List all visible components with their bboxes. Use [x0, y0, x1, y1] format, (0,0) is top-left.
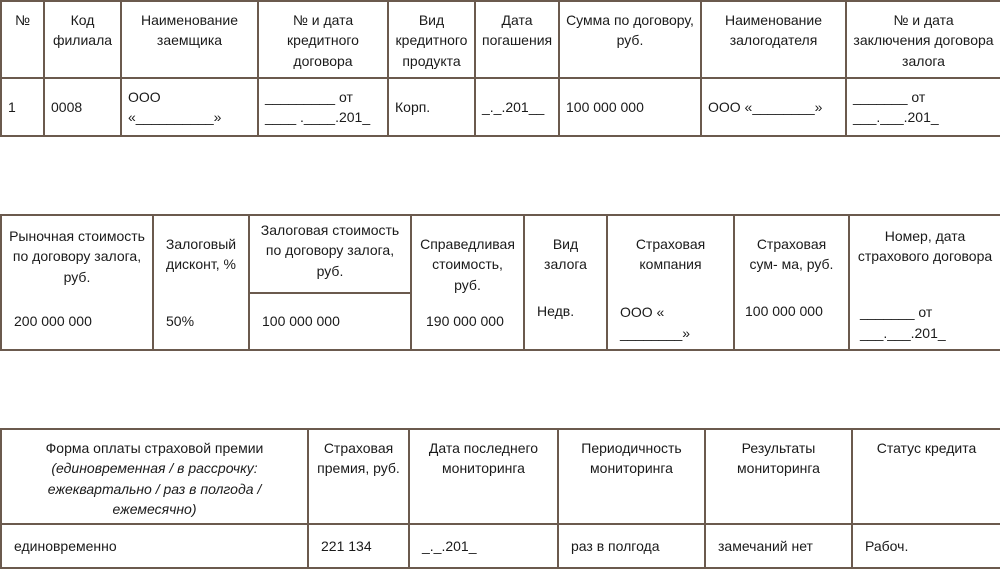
cell-pledge-contract: _______ от ___.___.201_ — [846, 78, 1000, 136]
header-premium-form-title: Форма оплаты страховой премии — [45, 440, 264, 456]
collateral-table — [0, 214, 1000, 351]
cell-insured-sum — [734, 215, 849, 350]
header-premium: Страховая премия, руб. — [308, 429, 409, 524]
header-credit-status: Статус кредита — [852, 429, 1000, 524]
cell-credit-status: Рабоч. — [852, 524, 1000, 568]
cell-borrower: ООО «__________» — [121, 78, 258, 136]
insurance-table — [0, 428, 1000, 569]
header-premium-form — [1, 429, 308, 524]
cell-number: 1 — [1, 78, 44, 136]
cell-premium: 221 134 — [308, 524, 409, 568]
header-pledge-type: Вид залога — [544, 236, 587, 273]
header-monitoring-frequency: Периодичность мониторинга — [558, 429, 705, 524]
header-market-value: Рыночная стоимость по договору залога, руб. — [9, 228, 145, 285]
header-premium-form-note: (единовременная / в рассрочку: ежеквартально / раз в полгода / ежемесячно) — [47, 460, 262, 517]
table-header-row — [1, 1, 1000, 78]
header-product-type: Вид кредитного продукта — [388, 1, 475, 78]
value-insured-sum: 100 000 000 — [745, 302, 823, 319]
cell-last-monitoring: _._.201_ — [409, 524, 558, 568]
value-insurer: ООО « ________» — [620, 304, 691, 341]
value-pledge-value: 100 000 000 — [249, 293, 411, 350]
cell-premium-form: единовременно — [1, 524, 308, 568]
cell-discount — [153, 215, 249, 350]
header-loan-contract: № и дата кредитного договора — [258, 1, 388, 78]
header-branch-code: Код филиала — [44, 1, 121, 78]
header-discount: Залоговый дисконт, % — [165, 236, 237, 273]
header-borrower: Наименование заемщика — [121, 1, 258, 78]
value-market-value: 200 000 000 — [14, 312, 92, 329]
cell-pledge-type — [524, 215, 607, 350]
cell-monitoring-results: замечаний нет — [705, 524, 852, 568]
cell-insurer — [607, 215, 734, 350]
cell-market-value — [1, 215, 153, 350]
cell-product-type: Корп. — [388, 78, 475, 136]
cell-pledgor: ООО «________» — [701, 78, 846, 136]
table-row — [1, 78, 1000, 136]
header-pledgor: Наименование залогодателя — [701, 1, 846, 78]
value-discount: 50% — [166, 312, 195, 329]
table-row — [1, 524, 1000, 568]
table-header-row — [1, 429, 1000, 524]
loan-table — [0, 0, 1000, 137]
header-insurer: Страховая компания — [635, 236, 706, 273]
header-number: № — [1, 1, 44, 78]
header-contract-amount: Сумма по договору, руб. — [559, 1, 701, 78]
header-pledge-contract: № и дата заключения договора залога — [846, 1, 1000, 78]
cell-contract-amount: 100 000 000 — [559, 78, 701, 136]
cell-fair-value — [411, 215, 524, 350]
header-fair-value: Справедливая стоимость, руб. — [420, 236, 515, 293]
header-insured-sum: Страховая сум- ма, руб. — [749, 236, 834, 273]
cell-loan-contract: _________ от ____ .____.201_ — [258, 78, 388, 136]
cell-monitoring-frequency: раз в полгода — [558, 524, 705, 568]
header-maturity-date: Дата погашения — [475, 1, 559, 78]
header-monitoring-results: Результаты мониторинга — [705, 429, 852, 524]
value-pledge-type: Недв. — [537, 302, 575, 319]
header-insurance-policy: Номер, дата страхового договора — [857, 228, 993, 265]
value-insurance-policy: _______ от ___.___.201_ — [860, 304, 946, 341]
cell-branch-code: 0008 — [44, 78, 121, 136]
value-fair-value: 190 000 000 — [426, 312, 504, 329]
header-last-monitoring: Дата последнего мониторинга — [409, 429, 558, 524]
cell-insurance-policy — [849, 215, 1000, 350]
cell-maturity-date: _._.201__ — [475, 78, 559, 136]
header-pledge-value: Залоговая стоимость по договору залога, руб. — [249, 215, 411, 293]
